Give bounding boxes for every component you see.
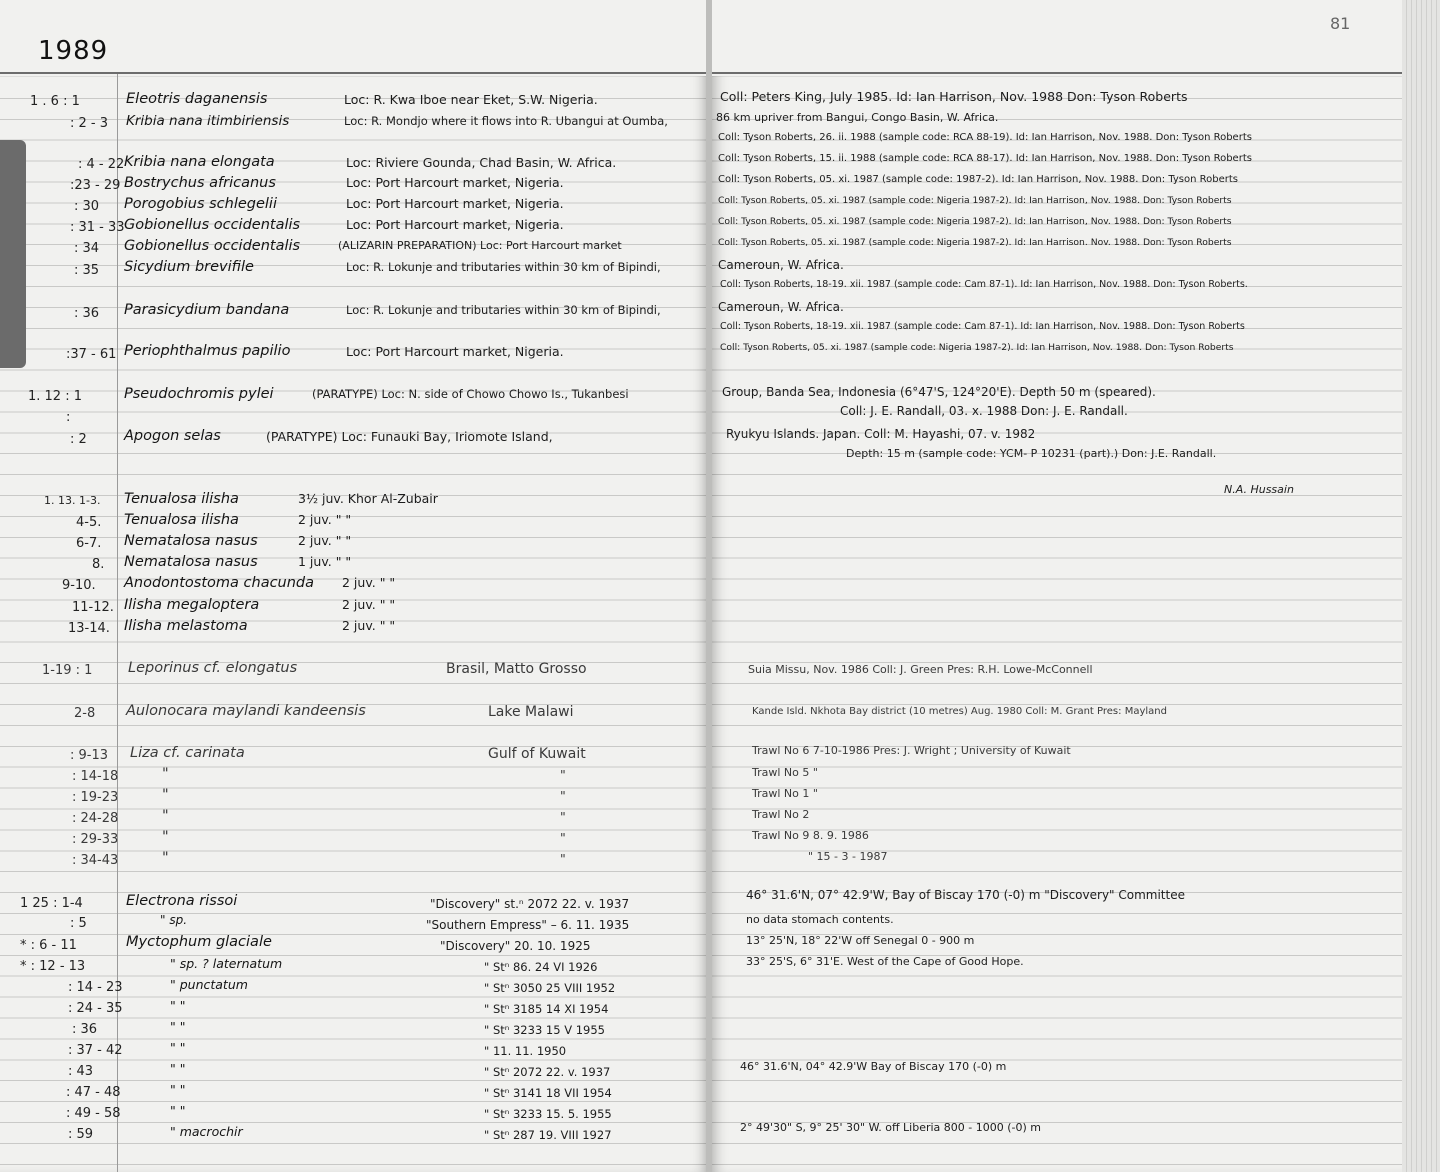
entry-text: Coll: Tyson Roberts, 05. xi. 1987 (sample code: Nigeria 1987-2). Id: Ian Harrison, Nov. 1988. Don: Tyson Roberts (720, 342, 1234, 353)
species-name: Porogobius schlegelii (124, 196, 277, 212)
species-name: " " (170, 1103, 186, 1118)
entry-text: Trawl No 9 8. 9. 1986 (752, 829, 869, 842)
species-name: Aulonocara maylandi kandeensis (126, 703, 366, 719)
register-number: : 34-43 (72, 853, 119, 868)
register-number: : 19-23 (72, 790, 119, 805)
species-name: " punctatum (170, 977, 248, 992)
register-number: 8. (92, 557, 105, 572)
entry-text: 2° 49'30" S, 9° 25' 30" W. off Liberia 800 - 1000 (-0) m (740, 1121, 1041, 1134)
locality: 3½ juv. Khor Al-Zubair (298, 491, 438, 506)
locality: " (560, 830, 566, 845)
locality: " (560, 851, 566, 866)
entry-text: Trawl No 5 " (752, 766, 818, 779)
species-name: " " (170, 1082, 186, 1097)
species-name: Eleotris daganensis (126, 91, 268, 107)
species-name: Anodontostoma chacunda (124, 575, 315, 591)
locality: Loc: Riviere Gounda, Chad Basin, W. Africa. (346, 155, 617, 170)
register-number: : 29-33 (72, 832, 119, 847)
register-number: 2-8 (74, 706, 96, 721)
entry-text: " 15 - 3 - 1987 (808, 850, 888, 863)
register-number: 1. 12 : 1 (28, 389, 82, 404)
entry-text: Ryukyu Islands. Japan. Coll: M. Hayashi, 07. v. 1982 (726, 427, 1036, 441)
locality: Lake Malawi (488, 704, 574, 720)
species-name: Apogon selas (124, 428, 221, 444)
locality: (PARATYPE) Loc: Funauki Bay, Iriomote Island, (266, 429, 553, 444)
entry-text: Cameroun, W. Africa. (718, 258, 844, 272)
species-name: Pseudochromis pylei (124, 386, 274, 402)
entry-text: Kande Isld. Nkhota Bay district (10 metres) Aug. 1980 Coll: M. Grant Pres: Mayland (752, 706, 1167, 717)
species-name: Tenualosa ilisha (124, 512, 239, 528)
register-number: : 47 - 48 (66, 1085, 121, 1100)
species-name: " (162, 850, 169, 866)
locality: Loc: R. Lokunje and tributaries within 30 km of Bipindi, (346, 303, 661, 317)
locality: " Stⁿ 3233 15 V 1955 (484, 1023, 605, 1037)
register-number: :23 - 29 (70, 178, 121, 193)
register-number: 13-14. (68, 621, 110, 636)
entry-text: Suia Missu, Nov. 1986 Coll: J. Green Pres: R.H. Lowe-McConnell (748, 663, 1093, 676)
locality: Loc: Port Harcourt market, Nigeria. (346, 175, 564, 190)
entry-text: Coll: J. E. Randall, 03. x. 1988 Don: J. E. Randall. (840, 404, 1128, 418)
locality: " 11. 11. 1950 (484, 1044, 567, 1058)
register-number: : 43 (68, 1064, 94, 1079)
page-number: 81 (1330, 14, 1351, 33)
locality: Loc: Port Harcourt market, Nigeria. (346, 217, 564, 232)
register-number: 4-5. (76, 515, 102, 530)
register-number: 11-12. (72, 600, 114, 615)
register-number: : 36 (74, 306, 100, 321)
register-number: : 9-13 (70, 748, 109, 763)
species-name: Kribia nana elongata (124, 154, 275, 170)
species-name: Leporinus cf. elongatus (128, 660, 298, 676)
entry-text: Trawl No 6 7-10-1986 Pres: J. Wright ; University of Kuwait (752, 744, 1071, 757)
species-name: Sicydium brevifile (124, 259, 254, 275)
register-number: : 14 - 23 (68, 980, 123, 995)
locality: " Stⁿ 287 19. VIII 1927 (484, 1128, 612, 1142)
entry-text: Coll: Tyson Roberts, 18-19. xii. 1987 (sample code: Cam 87-1). Id: Ian Harrison, Nov. 1988. Don: Tyson Roberts. (720, 279, 1248, 290)
species-name: " sp. ? laternatum (170, 956, 283, 971)
species-name: " " (170, 1040, 186, 1055)
locality: Loc: Port Harcourt market, Nigeria. (346, 344, 564, 359)
species-name: Tenualosa ilisha (124, 491, 239, 507)
register-number: : 49 - 58 (66, 1106, 121, 1121)
locality: Loc: R. Kwa Iboe near Eket, S.W. Nigeria. (344, 92, 598, 107)
locality: " (560, 809, 566, 824)
species-name: Periophthalmus papilio (124, 343, 291, 359)
locality: Brasil, Matto Grosso (446, 661, 587, 677)
register-number: : 36 (72, 1022, 98, 1037)
entry-text: 86 km upriver from Bangui, Congo Basin, W. Africa. (716, 111, 999, 124)
entry-text: Coll: Tyson Roberts, 05. xi. 1987 (sample code: Nigeria 1987-2). Id: Ian Harrison, Nov. 1988. Don: Tyson Roberts (718, 195, 1232, 206)
locality: " (560, 767, 566, 782)
entry-text: N.A. Hussain (1224, 483, 1294, 496)
entry-text: Coll: Tyson Roberts, 26. ii. 1988 (sample code: RCA 88-19). Id: Ian Harrison, Nov. 1988. Don: Tyson Roberts (718, 132, 1252, 143)
binding-clip (0, 140, 26, 368)
entry-text: Depth: 15 m (sample code: YCM- P 10231 (part).) Don: J.E. Randall. (846, 447, 1217, 460)
locality: " Stⁿ 3141 18 VII 1954 (484, 1086, 612, 1100)
locality: Loc: R. Mondjo where it flows into R. Ubangui at Oumba, (344, 114, 668, 128)
register-number: : 2 - 3 (70, 116, 109, 131)
species-name: " " (170, 998, 186, 1013)
species-name: Liza cf. carinata (130, 745, 245, 761)
entry-text: Coll: Tyson Roberts, 05. xi. 1987 (sample code: Nigeria 1987-2). Id: Ian Harrison, Nov. 1988. Don: Tyson Roberts (718, 216, 1232, 227)
register-number: : 35 (74, 263, 100, 278)
register-number: : 34 (74, 241, 100, 256)
entry-text: Coll: Tyson Roberts, 05. xi. 1987 (sample code: Nigeria 1987-2). Id: Ian Harrison. Nov. 1988. Don: Tyson Roberts (718, 237, 1232, 248)
register-number: : 24 - 35 (68, 1001, 123, 1016)
register-number: : 2 (70, 432, 87, 447)
species-name: " " (170, 1019, 186, 1034)
left-page (0, 0, 708, 1172)
entry-text: 46° 31.6'N, 07° 42.9'W, Bay of Biscay 170 (-0) m "Discovery" Committee (746, 888, 1185, 902)
species-name: Nematalosa nasus (124, 554, 258, 570)
species-name: " macrochir (170, 1124, 243, 1139)
entry-text: Trawl No 2 (752, 808, 810, 821)
right-page (712, 0, 1402, 1172)
entry-text: Cameroun, W. Africa. (718, 300, 844, 314)
species-name: " (162, 829, 169, 845)
register-number: : 5 (70, 916, 87, 931)
species-name: Gobionellus occidentalis (124, 217, 301, 233)
register-number: : 59 (68, 1127, 94, 1142)
register-number: : 31 - 33 (70, 220, 125, 235)
locality: "Discovery" st.ⁿ 2072 22. v. 1937 (430, 897, 630, 911)
locality: Gulf of Kuwait (488, 746, 586, 762)
species-name: Ilisha megaloptera (124, 597, 260, 613)
entry-text: 33° 25'S, 6° 31'E. West of the Cape of Good Hope. (746, 955, 1024, 968)
page-year: 1989 (38, 36, 109, 66)
locality: " Stⁿ 86. 24 VI 1926 (484, 960, 598, 974)
entry-text: 13° 25'N, 18° 22'W off Senegal 0 - 900 m (746, 934, 975, 947)
locality: Loc: Port Harcourt market, Nigeria. (346, 196, 564, 211)
entry-text: Group, Banda Sea, Indonesia (6°47'S, 124°20'E). Depth 50 m (speared). (722, 385, 1156, 399)
species-name: Nematalosa nasus (124, 533, 258, 549)
entry-text: Coll: Tyson Roberts, 18-19. xii. 1987 (sample code: Cam 87-1). Id: Ian Harrison, Nov. 1988. Don: Tyson Roberts (720, 321, 1245, 332)
register-number: 1. 13. 1-3. (44, 494, 101, 507)
species-name: Kribia nana itimbiriensis (126, 113, 290, 129)
register-number: * : 12 - 13 (20, 959, 86, 974)
entry-text: no data stomach contents. (746, 913, 894, 926)
locality: " Stⁿ 3233 15. 5. 1955 (484, 1107, 612, 1121)
entry-text: 46° 31.6'N, 04° 42.9'W Bay of Biscay 170 (-0) m (740, 1060, 1007, 1073)
species-name: Bostrychus africanus (124, 175, 276, 191)
locality: Loc: R. Lokunje and tributaries within 30 km of Bipindi, (346, 260, 661, 274)
locality: " Stⁿ 3050 25 VIII 1952 (484, 981, 616, 995)
register-number: : 30 (74, 199, 100, 214)
species-name: Gobionellus occidentalis (124, 238, 301, 254)
register-number: 1 . 6 : 1 (30, 94, 80, 109)
register-number: 1-19 : 1 (42, 663, 93, 678)
locality: "Southern Empress" – 6. 11. 1935 (426, 918, 630, 932)
register-number: :37 - 61 (66, 347, 117, 362)
right-header-rule (712, 72, 1402, 74)
species-name: " (162, 787, 169, 803)
locality: 2 juv. " " (342, 575, 396, 590)
locality: " (560, 788, 566, 803)
register-number: 6-7. (76, 536, 102, 551)
locality: (PARATYPE) Loc: N. side of Chowo Chowo Is., Tukanbesi (312, 387, 629, 401)
locality: 2 juv. " " (298, 512, 352, 527)
register-number: 1 25 : 1-4 (20, 896, 83, 911)
entry-text: Coll: Peters King, July 1985. Id: Ian Harrison, Nov. 1988 Don: Tyson Roberts (720, 89, 1188, 104)
register-number: : 24-28 (72, 811, 119, 826)
locality: "Discovery" 20. 10. 1925 (440, 939, 591, 953)
entry-text: Coll: Tyson Roberts, 15. ii. 1988 (sample code: RCA 88-17). Id: Ian Harrison, Nov. 1988. Don: Tyson Roberts (718, 153, 1252, 164)
species-name: " sp. (160, 913, 188, 927)
register-number: : 37 - 42 (68, 1043, 123, 1058)
locality: " Stⁿ 3185 14 XI 1954 (484, 1002, 609, 1016)
locality: 2 juv. " " (298, 533, 352, 548)
locality: 2 juv. " " (342, 597, 396, 612)
species-name: " " (170, 1061, 186, 1076)
species-name: Electrona rissoi (126, 893, 238, 909)
register-number: * : 6 - 11 (20, 938, 77, 953)
species-name: " (162, 766, 169, 782)
right-page-header-area (712, 0, 1402, 76)
page-edges (1402, 0, 1440, 1172)
species-name: " (162, 808, 169, 824)
register-number: : (66, 410, 71, 425)
entry-text: Trawl No 1 " (752, 787, 818, 800)
locality: 1 juv. " " (298, 554, 352, 569)
locality: " Stⁿ 2072 22. v. 1937 (484, 1065, 611, 1079)
register-number: : 14-18 (72, 769, 119, 784)
species-name: Ilisha melastoma (124, 618, 248, 634)
locality: (ALIZARIN PREPARATION) Loc: Port Harcourt market (338, 239, 622, 252)
species-name: Myctophum glaciale (126, 934, 272, 950)
register-number: : 4 - 22 (78, 157, 125, 172)
entry-text: Coll: Tyson Roberts, 05. xi. 1987 (sample code: 1987-2). Id: Ian Harrison, Nov. 1988. Don: Tyson Roberts (718, 174, 1238, 185)
left-header-rule (0, 72, 708, 74)
locality: 2 juv. " " (342, 618, 396, 633)
register-number: 9-10. (62, 578, 96, 593)
species-name: Parasicydium bandana (124, 302, 290, 318)
